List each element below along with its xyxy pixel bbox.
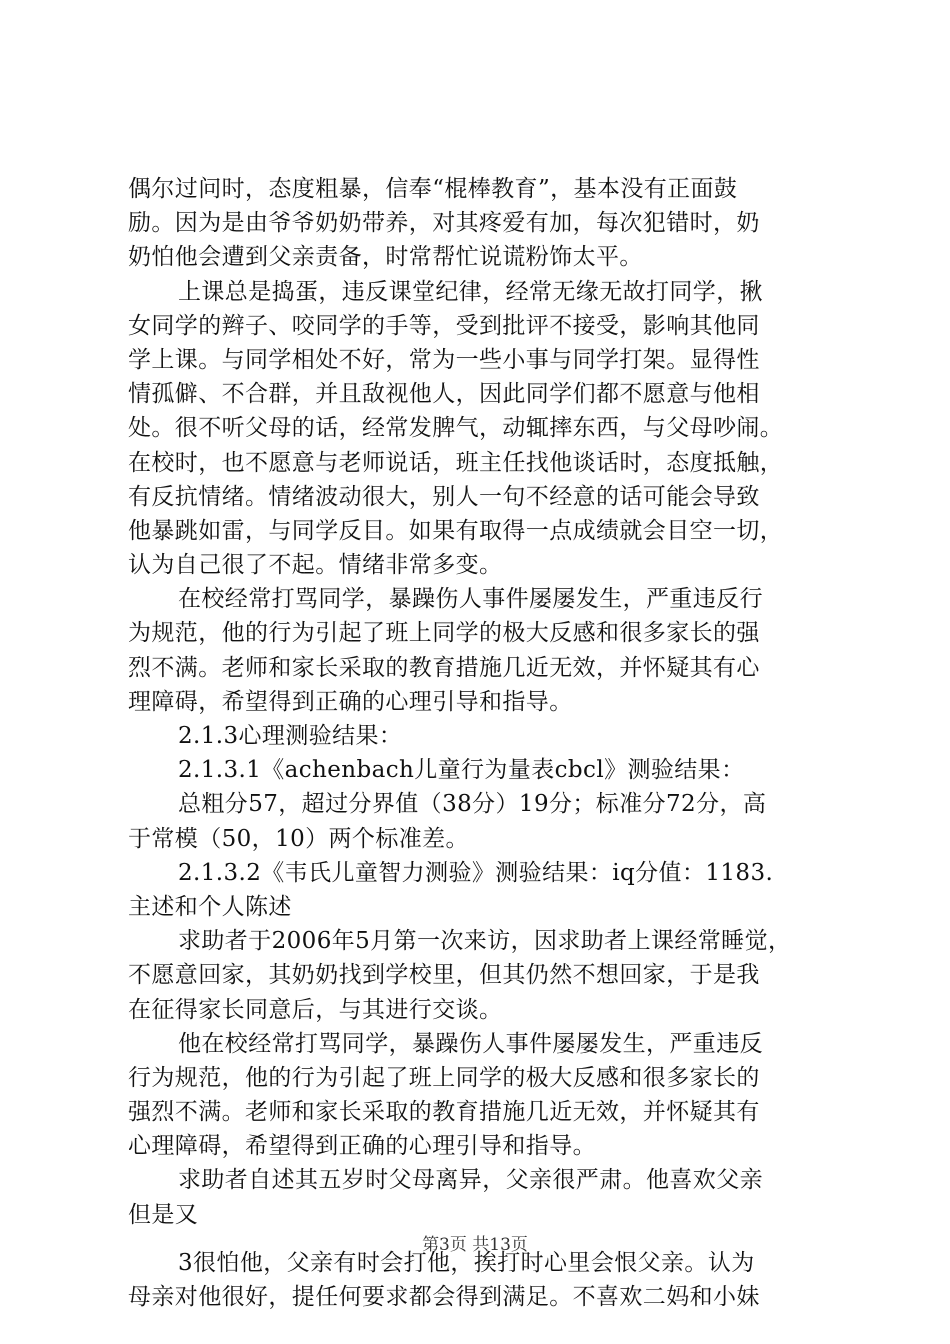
text-line: 心理障碍，希望得到正确的心理引导和指导。	[128, 1133, 596, 1160]
text-line: 求助者于2006年5月第一次来访，因求助者上课经常睡觉，	[178, 928, 792, 955]
text-line: 偶尔过问时，态度粗暴，信奉“棍棒教育”，基本没有正面鼓	[128, 176, 738, 202]
section-heading: 2.1.3.1《achenbach儿童行为量表cbcl》测验结果：	[178, 757, 745, 784]
text-line: 女同学的辫子、咬同学的手等，受到批评不接受，影响其他同	[128, 312, 760, 339]
text-line: 在校时，也不愿意与老师说话，班主任找他谈话时，态度抵触，	[128, 449, 784, 476]
text-line: 行为规范，他的行为引起了班上同学的极大反感和很多家长的	[128, 1064, 760, 1091]
text-line: 上课总是捣蛋，违反课堂纪律，经常无缘无故打同学，揪	[178, 278, 763, 305]
section-heading: 2.1.3心理测验结果：	[178, 723, 403, 749]
text-line: 有反抗情绪。情绪波动很大，别人一句不经意的话可能会导致	[128, 483, 760, 510]
body-text	[128, 172, 832, 1314]
text-line: 学上课。与同学相处不好，常为一些小事与同学打架。显得性	[128, 346, 760, 373]
text-line: 在校经常打骂同学，暴躁伤人事件屡屡发生，严重违反行	[178, 586, 763, 613]
text-line: 但是又	[128, 1201, 199, 1228]
text-line: 认为自己很了不起。情绪非常多变。	[128, 552, 503, 579]
text-line: 强烈不满。老师和家长采取的教育措施几近无效，并怀疑其有	[128, 1099, 760, 1126]
section-heading: 2.1.3.2《韦氏儿童智力测验》测验结果：iq分值：1183.	[178, 859, 774, 886]
text-line: 为规范，他的行为引起了班上同学的极大反感和很多家长的强	[128, 620, 760, 647]
text-line: 他在校经常打骂同学，暴躁伤人事件屡屡发生，严重违反	[178, 1030, 763, 1057]
text-line: 他暴跳如雷，与同学反目。如果有取得一点成绩就会目空一切，	[128, 517, 784, 544]
text-line: 情孤僻、不合群，并且敌视他人，因此同学们都不愿意与他相	[128, 381, 760, 408]
text-line: 总粗分57，超过分界值（38分）19分；标准分72分，高	[178, 791, 767, 818]
text-line: 处。很不听父母的话，经常发脾气，动辄摔东西，与父母吵闹。	[128, 415, 784, 442]
text-line: 不愿意回家，其奶奶找到学校里，但其仍然不想回家，于是我	[128, 962, 760, 989]
text-line: 烈不满。老师和家长采取的教育措施几近无效，并怀疑其有心	[128, 654, 760, 681]
text-line: 理障碍，希望得到正确的心理引导和指导。	[128, 688, 573, 715]
section-heading: 主述和个人陈述	[128, 893, 292, 920]
text-line: 于常模（50，10）两个标准差。	[128, 825, 469, 852]
text-line: 在征得家长同意后，与其进行交谈。	[128, 996, 503, 1023]
page-footer: 第3页 共13页	[422, 1235, 528, 1255]
text-line: 母亲对他很好，提任何要求都会得到满足。不喜欢二妈和小妹	[128, 1284, 760, 1310]
text-line: 求助者自述其五岁时父母离异，父亲很严肃。他喜欢父亲	[178, 1167, 763, 1194]
text-line: 励。因为是由爷爷奶奶带养，对其疼爱有加，每次犯错时，奶	[128, 210, 760, 237]
text-line: 3很怕他，父亲有时会打他，挨打时心里会恨父亲。认为	[178, 1249, 755, 1276]
text-line: 奶怕他会遭到父亲责备，时常帮忙说谎粉饰太平。	[128, 244, 643, 271]
